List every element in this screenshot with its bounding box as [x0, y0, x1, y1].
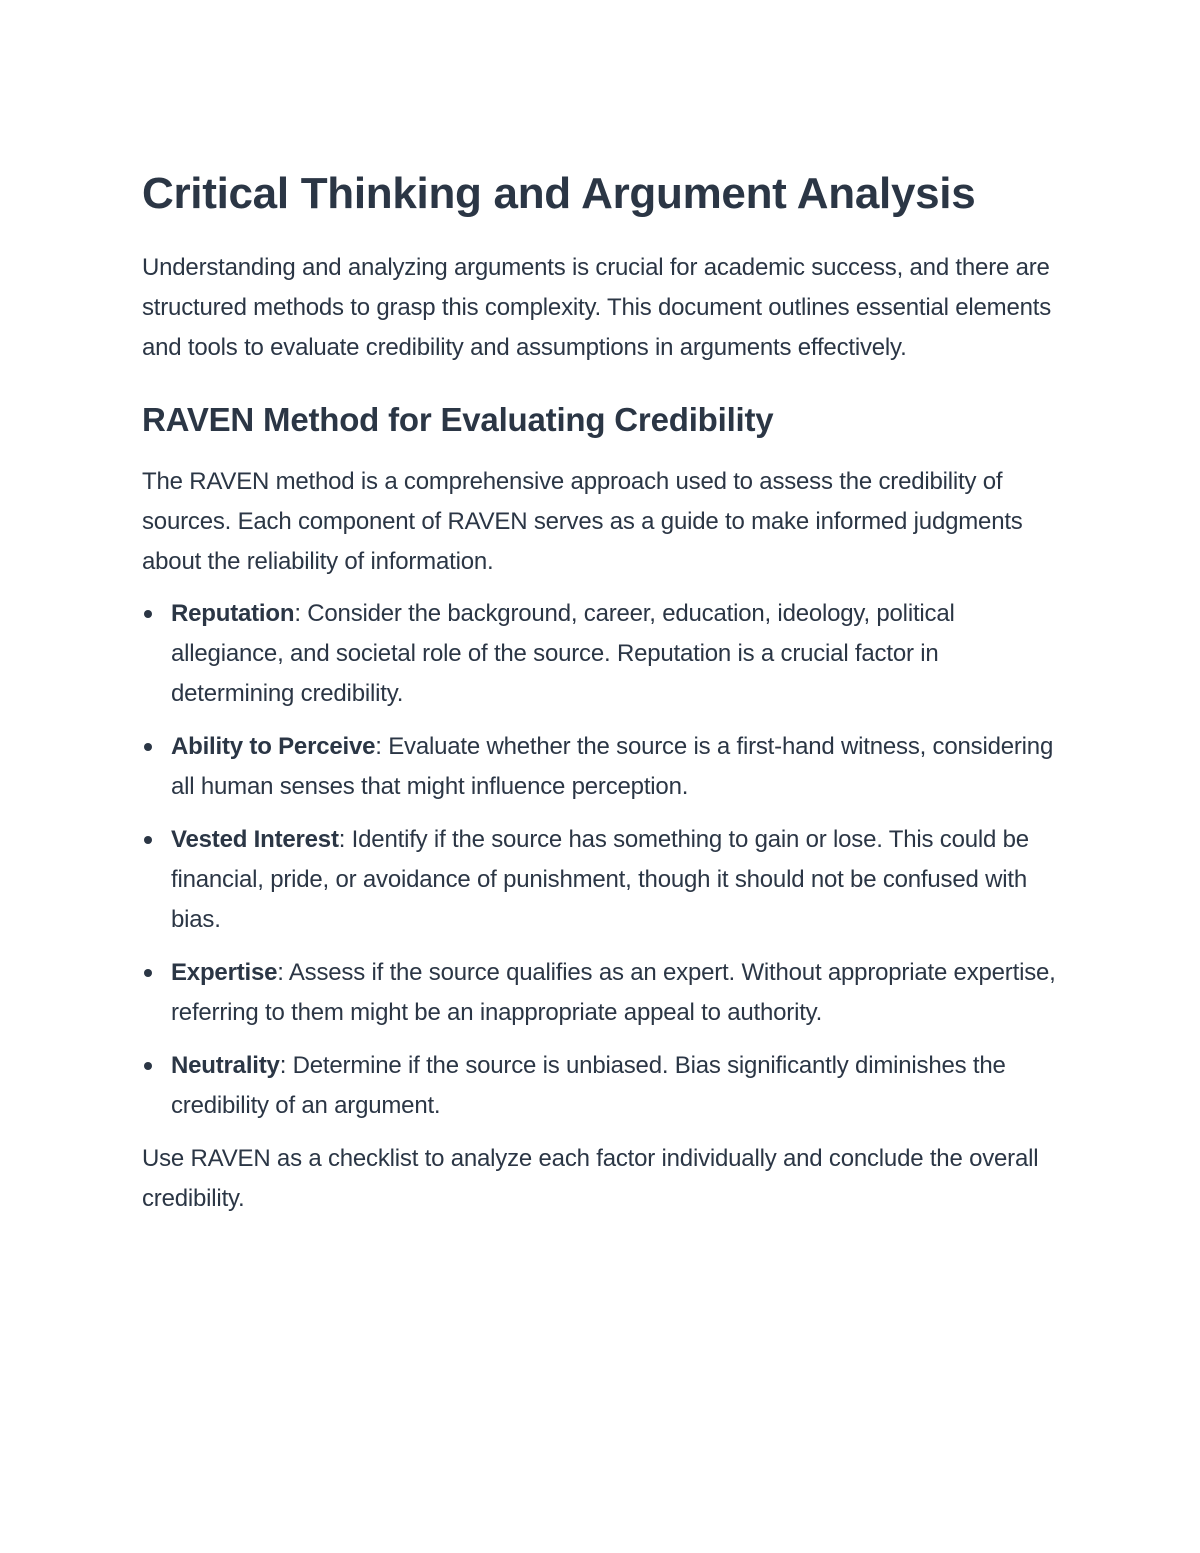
list-item-vested-interest [142, 820, 1062, 940]
list-item-separator: : [277, 959, 284, 986]
list-item-term: Vested Interest [171, 826, 339, 853]
list-item-term: Expertise [171, 959, 278, 986]
list-item-text: Consider the background, career, education, ideology, political allegiance, and societal role of the source. Reputation is a crucial factor in determining credibility. [171, 600, 955, 707]
list-item-separator: : [338, 826, 346, 853]
list-item-text: Determine if the source is unbiased. Bias significantly diminishes the credibility of an argument. [171, 1052, 1006, 1119]
bullet-icon [144, 836, 152, 844]
section-heading-raven: RAVEN Method for Evaluating Credibility [142, 401, 774, 438]
list-item-neutrality [142, 1046, 1062, 1126]
bullet-icon [144, 743, 152, 751]
list-item-reputation [142, 594, 1062, 714]
list-item-term: Ability to Perceive [171, 733, 376, 760]
list-item-text: Identify if the source has something to gain or lose. This could be financial, pride, or avoidance of punishment, though it should not be confused with bias. [171, 826, 1029, 933]
list-item-expertise [142, 953, 1062, 1033]
document-page [142, 162, 1062, 1219]
list-item-text: Evaluate whether the source is a first-hand witness, considering all human senses that might influence perception. [171, 733, 1054, 800]
intro-paragraph: Understanding and analyzing arguments is crucial for academic success, and there are structured methods to grasp this complexity. This document outlines essential elements and tools to evaluate credibility and assumptions in arguments effectively. [142, 254, 1052, 361]
bullet-icon [144, 1062, 152, 1070]
list-item-text: Assess if the source qualifies as an expert. Without appropriate expertise, referring to them might be an inappropriate appeal to authority. [171, 959, 1056, 1026]
page-title: Critical Thinking and Argument Analysis [142, 169, 976, 218]
list-item-term: Neutrality [171, 1052, 280, 1079]
bullet-icon [144, 969, 152, 977]
closing-paragraph: Use RAVEN as a checklist to analyze each factor individually and conclude the overall credibility. [142, 1145, 1039, 1212]
list-item-separator: : [294, 600, 301, 627]
raven-list [142, 594, 1062, 1126]
raven-intro-paragraph: The RAVEN method is a comprehensive approach used to assess the credibility of sources. Each component of RAVEN serves as a guide to make informed judgments about the reliability of information. [142, 468, 1023, 575]
list-item-ability-to-perceive [142, 727, 1062, 807]
list-item-separator: : [279, 1052, 287, 1079]
list-item-term: Reputation [171, 600, 295, 627]
list-item-separator: : [375, 733, 382, 760]
bullet-icon [144, 610, 152, 618]
